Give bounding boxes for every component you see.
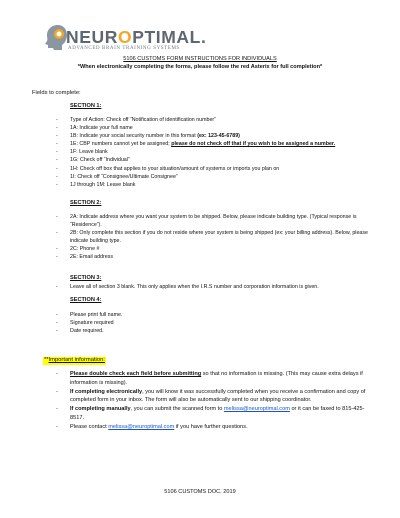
logo-wordmark: NEUROPTIMAL. <box>66 27 207 47</box>
email-link[interactable]: melissa@neuroptimal.com <box>223 406 290 413</box>
list-item: - Leave all of section 3 blank. This only applies when the I.R.S number and corporation information is given. <box>56 283 386 291</box>
list-item: - Signature required <box>56 319 386 327</box>
list-item: - Please print full name. <box>56 311 386 319</box>
important-info-list <box>56 370 372 432</box>
footer-doc-id: 5106 CUSTOMS DOC. 2019 <box>164 489 236 495</box>
section-4-list <box>56 311 386 335</box>
list-item: - 1E: CBP numbers cannot yet be assigned; please do not check off that if you wish to be assigned a number. <box>56 140 386 148</box>
list-item: - 2C: Phone # <box>56 245 374 253</box>
list-item: - Type of Action: Check off “Notification of identification number” <box>56 116 386 124</box>
logo-tagline: ADVANCED BRAIN TRAINING SYSTEMS <box>68 46 180 51</box>
section-2-list <box>56 213 374 262</box>
list-item: - 1H: Check off box that applies to your situation/amount of systems or imports you plan on <box>56 165 386 173</box>
document-title: 5106 CUSTOMS FORM INSTRUCTIONS FOR INDIVIDUALS <box>123 56 277 62</box>
list-item: - 2B: Only complete this section if you do not reside where your system is being shipped (ex: your billing address). Below, please indicate building type. <box>56 229 374 245</box>
head-profile-icon <box>44 24 68 50</box>
section-3-heading: SECTION 3: <box>70 275 102 281</box>
list-item: - 2E: Email address <box>56 253 374 261</box>
section-2-heading: SECTION 2: <box>70 200 102 206</box>
important-info-heading: **Important information: <box>44 357 105 363</box>
list-item: - Please double check each field before submitting so that no information is missing. (This may cause extra delays if information is missing). <box>56 370 372 388</box>
fields-label: Fields to complete: <box>32 90 81 96</box>
list-item: - 1J through 1M: Leave blank <box>56 181 386 189</box>
list-item: - Date required. <box>56 327 386 335</box>
section-1-heading: SECTION 1: <box>70 103 102 109</box>
section-3-list <box>56 283 386 291</box>
list-item: - 1F: Leave blank <box>56 148 386 156</box>
list-item: - If completing electronically, you will know it was successfully completed when you receive a confirmation and copy of completed form in your inbox. The form will also be automatically sent to our shipping coordinator. <box>56 388 372 406</box>
document-subtitle: *When electronically completing the forms, please follow the red Asterix for full completion* <box>77 64 323 70</box>
list-item: - Please contact melissa@neuroptimal.com if you have further questions. <box>56 423 372 432</box>
list-item: - 1G: Check off “Individual” <box>56 156 386 164</box>
list-item: - 1I: Check off “Consignee/Ultimate Consignee” <box>56 173 386 181</box>
list-item: - 2A: Indicate address where you want your system to be shipped. Below, please indicate building type. (Typical response is “Residence”). <box>56 213 374 229</box>
list-item: - 1B: Indicate your social security number in this format (ex: 123-45-6789) <box>56 132 386 140</box>
section-1-list <box>56 116 386 189</box>
list-item: - If completing manually, you can submit the scanned form to melissa@neuroptimal.com or it can be faxed to 815-425-8517. <box>56 405 372 423</box>
list-item: - 1A: Indicate your full name <box>56 124 386 132</box>
neuroptimal-logo <box>44 26 207 56</box>
section-4-heading: SECTION 4: <box>70 297 102 303</box>
email-link[interactable]: melissa@neuroptimal.com <box>108 423 175 430</box>
